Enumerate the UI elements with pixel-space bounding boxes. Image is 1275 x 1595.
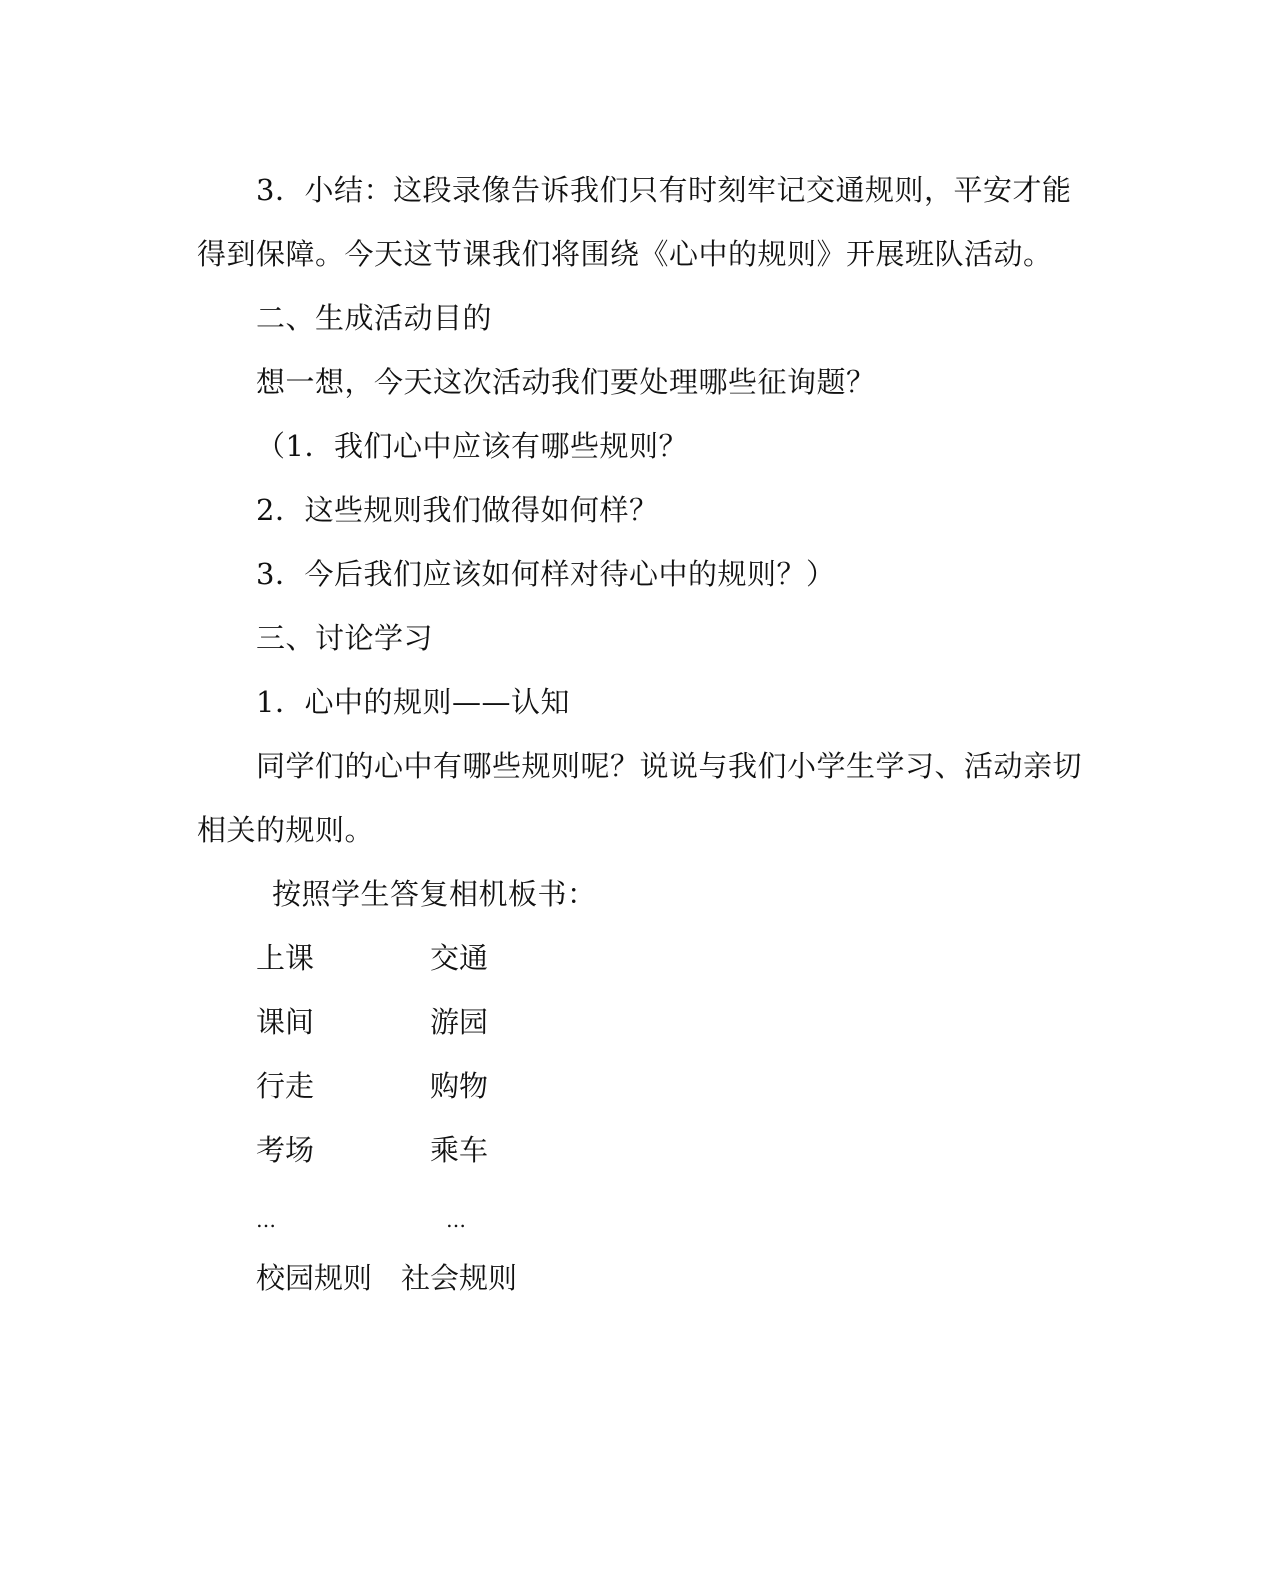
paragraph-think: 想一想，今天这次活动我们要处理哪些征询题？	[256, 365, 876, 399]
paragraph-summary-cont: 得到保障。今天这节课我们将围绕《心中的规则》开展班队活动。	[197, 237, 1053, 271]
section-heading-2: 二、生成活动目的	[256, 301, 493, 335]
board-right-3: 乘车	[430, 1133, 489, 1167]
board-left-0: 上课	[256, 941, 315, 975]
board-right-1: 游园	[430, 1005, 489, 1039]
paragraph-question-cont: 相关的规则。	[197, 813, 375, 847]
board-category-right: 社会规则	[401, 1261, 518, 1295]
board-right-2: 购物	[430, 1069, 489, 1103]
board-left-3: 考场	[256, 1133, 315, 1167]
question-2: 2．这些规则我们做得如何样？	[256, 493, 659, 527]
section-heading-3: 三、讨论学习	[256, 621, 434, 655]
board-ellipsis-right: …	[446, 1208, 468, 1232]
question-3: 3．今后我们应该如何样对待心中的规则？）	[256, 557, 836, 591]
board-left-1: 课间	[256, 1005, 315, 1039]
board-right-0: 交通	[430, 941, 489, 975]
board-ellipsis-left: …	[256, 1208, 278, 1232]
paragraph-summary: 3．小结：这段录像告诉我们只有时刻牢记交通规则，平安才能	[256, 173, 1072, 207]
subsection-heading-1: 1．心中的规则——认知	[256, 685, 570, 719]
question-1: （1．我们心中应该有哪些规则？	[256, 429, 688, 463]
board-category-left: 校园规则	[256, 1261, 373, 1295]
paragraph-question: 同学们的心中有哪些规则呢？说说与我们小学生学习、活动亲切	[256, 749, 1083, 783]
board-left-2: 行走	[256, 1069, 315, 1103]
paragraph-board-intro: 按照学生答复相机板书：	[272, 877, 597, 911]
